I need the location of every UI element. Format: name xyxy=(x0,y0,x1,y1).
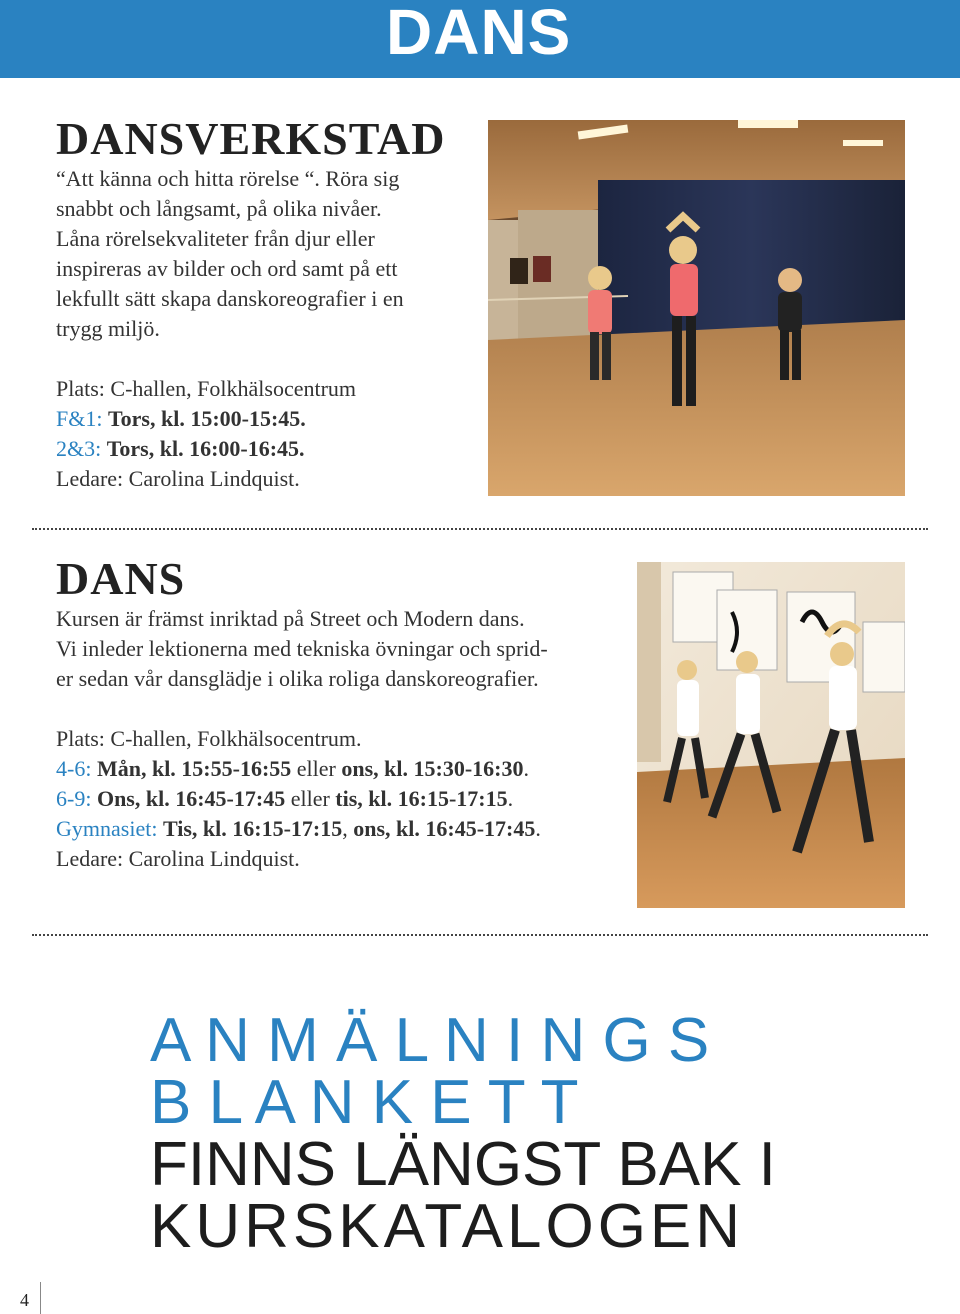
dance-studio-image xyxy=(488,120,905,496)
description-line: Vi inleder lektionerna med tekniska övningar och sprid- xyxy=(56,636,548,661)
page-number: 4 xyxy=(20,1290,29,1310)
cta-line-2: B L A N K E T T xyxy=(150,1068,579,1137)
dotted-divider xyxy=(32,934,928,936)
cta-line-3: FINNS LÄNGST BAK I xyxy=(150,1130,776,1199)
dans-description xyxy=(56,604,636,694)
group-label: 6-9 xyxy=(56,786,86,811)
group-end: . xyxy=(507,786,514,811)
group-separator: , xyxy=(342,816,354,841)
group-separator: eller xyxy=(291,756,342,781)
group-row: 6-9: Ons, kl. 16:45-17:45 eller tis, kl. 16:15-17:15. xyxy=(56,786,514,811)
group-row: 2&3: Tors, kl. 16:00-16:45. xyxy=(56,436,305,461)
cta-line-1: A N M Ä L N I N G S xyxy=(150,1006,710,1075)
group-time: Tors, kl. 15:00-15:45. xyxy=(107,406,306,431)
banner-title: DANS xyxy=(386,0,572,68)
dans-details xyxy=(56,724,636,874)
group-label: F&1 xyxy=(56,406,97,431)
group-end: . xyxy=(523,756,529,781)
place-text: Plats: C-hallen, Folkhälsocentrum. xyxy=(56,726,362,751)
dansverkstad-details xyxy=(56,374,476,494)
description-line: Låna rörelsekvaliteter från djur eller xyxy=(56,226,375,251)
group-time: Mån, kl. 15:55-16:55 xyxy=(96,756,292,781)
place-text: Plats: C-hallen, Folkhälsocentrum xyxy=(56,376,357,401)
group-time: tis, kl. 16:15-17:15 xyxy=(335,786,508,811)
group-end: . xyxy=(535,816,541,841)
dansverkstad-description xyxy=(56,164,476,344)
registration-notice xyxy=(150,1006,830,1261)
gallery-dancers-image xyxy=(637,562,905,908)
description-line: snabbt och långsamt, på olika nivåer. xyxy=(56,196,382,221)
dansverkstad-heading: DANSVERKSTAD xyxy=(56,113,446,164)
group-separator: eller xyxy=(285,786,336,811)
group-label: 2&3 xyxy=(56,436,96,461)
dans-heading: DANS xyxy=(56,553,186,604)
group-label: 4-6 xyxy=(56,756,86,781)
cta-line-4: KURSKATALOGEN xyxy=(150,1192,745,1261)
group-time: Tis, kl. 16:15-17:15 xyxy=(162,816,343,841)
description-line: er sedan vår dansglädje i olika roliga danskoreografier. xyxy=(56,666,539,691)
group-time: ons, kl. 16:45-17:45 xyxy=(353,816,536,841)
group-time: ons, kl. 15:30-16:30 xyxy=(341,756,524,781)
leader-text: Ledare: Carolina Lindquist. xyxy=(56,466,300,491)
group-row: F&1: Tors, kl. 15:00-15:45. xyxy=(56,406,306,431)
description-line: lekfullt sätt skapa danskoreografier i en xyxy=(56,286,404,311)
top-banner xyxy=(0,0,960,78)
group-time: Ons, kl. 16:45-17:45 xyxy=(96,786,286,811)
description-line: trygg miljö. xyxy=(56,316,160,341)
group-time: Tors, kl. 16:00-16:45. xyxy=(106,436,305,461)
group-row: Gymnasiet: Tis, kl. 16:15-17:15, ons, kl. 16:45-17:45. xyxy=(56,816,541,841)
description-line: “Att känna och hitta rörelse “. Röra sig xyxy=(56,166,400,191)
page-margin-line xyxy=(40,1282,41,1314)
group-row: 4-6: Mån, kl. 15:55-16:55 eller ons, kl. 15:30-16:30. xyxy=(56,756,529,781)
dance-studio-photo xyxy=(488,120,905,496)
gallery-dancers-photo xyxy=(637,562,905,908)
leader-text: Ledare: Carolina Lindquist. xyxy=(56,846,300,871)
description-line: inspireras av bilder och ord samt på ett xyxy=(56,256,398,281)
description-line: Kursen är främst inriktad på Street och Modern dans. xyxy=(56,606,525,631)
dotted-divider xyxy=(32,528,928,530)
group-label: Gymnasiet xyxy=(56,816,152,841)
